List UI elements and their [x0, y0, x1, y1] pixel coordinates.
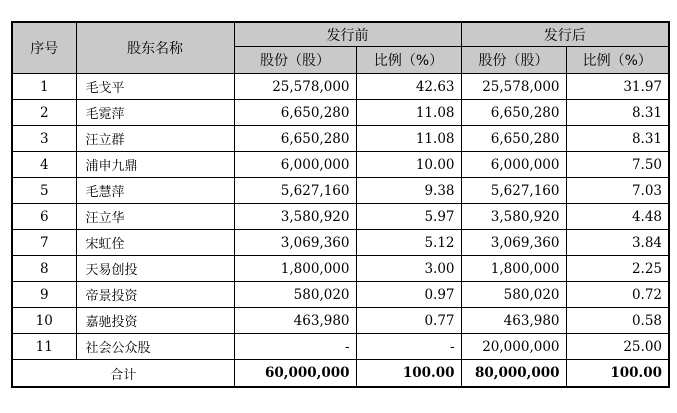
row-after-ratio: 8.31 [566, 126, 669, 152]
table-body [12, 74, 669, 388]
row-seq: 10 [12, 308, 76, 334]
row-after-shares: 25,578,000 [461, 74, 566, 100]
row-before-ratio: 11.08 [356, 126, 461, 152]
row-seq: 9 [12, 282, 76, 308]
header-after-shares: 股份（股） [461, 47, 566, 74]
row-after-shares: 3,069,360 [461, 230, 566, 256]
row-after-ratio: 31.97 [566, 74, 669, 100]
row-after-ratio: 0.72 [566, 282, 669, 308]
row-before-ratio: 0.77 [356, 308, 461, 334]
row-before-ratio: 0.97 [356, 282, 461, 308]
row-after-ratio: 2.25 [566, 256, 669, 282]
row-before-shares: 3,069,360 [234, 230, 356, 256]
table-row [12, 230, 669, 256]
row-shareholder-name: 毛霓萍 [76, 100, 234, 126]
row-after-ratio: 25.00 [566, 334, 669, 360]
row-after-shares: 6,000,000 [461, 152, 566, 178]
row-before-shares: 1,800,000 [234, 256, 356, 282]
header-before-shares: 股份（股） [234, 47, 356, 74]
row-shareholder-name: 社会公众股 [76, 334, 234, 360]
header-after-issue: 发行后 [461, 22, 669, 47]
row-after-shares: 20,000,000 [461, 334, 566, 360]
row-before-ratio: 3.00 [356, 256, 461, 282]
table-row [12, 256, 669, 282]
table-row [12, 204, 669, 230]
total-before-shares: 60,000,000 [234, 360, 356, 388]
row-shareholder-name: 毛戈平 [76, 74, 234, 100]
row-seq: 5 [12, 178, 76, 204]
row-seq: 4 [12, 152, 76, 178]
row-before-shares: - [234, 334, 356, 360]
table-row [12, 308, 669, 334]
row-after-shares: 463,980 [461, 308, 566, 334]
row-before-shares: 580,020 [234, 282, 356, 308]
table-row [12, 126, 669, 152]
total-label: 合计 [12, 360, 234, 388]
row-shareholder-name: 天易创投 [76, 256, 234, 282]
row-shareholder-name: 毛慧萍 [76, 178, 234, 204]
row-after-shares: 6,650,280 [461, 126, 566, 152]
table-header [12, 22, 669, 74]
row-after-shares: 5,627,160 [461, 178, 566, 204]
row-before-shares: 6,650,280 [234, 126, 356, 152]
row-after-shares: 1,800,000 [461, 256, 566, 282]
row-after-ratio: 8.31 [566, 100, 669, 126]
header-seq: 序号 [12, 22, 76, 74]
row-before-ratio: 9.38 [356, 178, 461, 204]
row-after-shares: 6,650,280 [461, 100, 566, 126]
row-shareholder-name: 嘉驰投资 [76, 308, 234, 334]
row-before-shares: 25,578,000 [234, 74, 356, 100]
total-after-shares: 80,000,000 [461, 360, 566, 388]
header-before-issue: 发行前 [234, 22, 461, 47]
row-after-ratio: 3.84 [566, 230, 669, 256]
header-after-ratio: 比例（%） [566, 47, 669, 74]
row-before-shares: 3,580,920 [234, 204, 356, 230]
row-seq: 3 [12, 126, 76, 152]
table-row [12, 282, 669, 308]
row-seq: 1 [12, 74, 76, 100]
row-before-shares: 6,650,280 [234, 100, 356, 126]
row-before-ratio: - [356, 334, 461, 360]
total-before-ratio: 100.00 [356, 360, 461, 388]
row-before-ratio: 11.08 [356, 100, 461, 126]
row-before-shares: 5,627,160 [234, 178, 356, 204]
row-before-ratio: 10.00 [356, 152, 461, 178]
row-shareholder-name: 汪立群 [76, 126, 234, 152]
row-after-ratio: 4.48 [566, 204, 669, 230]
row-after-shares: 3,580,920 [461, 204, 566, 230]
row-after-shares: 580,020 [461, 282, 566, 308]
row-before-ratio: 42.63 [356, 74, 461, 100]
shareholding-table [11, 21, 670, 388]
header-row-top [12, 22, 669, 47]
row-shareholder-name: 帝景投资 [76, 282, 234, 308]
row-shareholder-name: 汪立华 [76, 204, 234, 230]
table-row [12, 334, 669, 360]
shareholding-table-wrapper [11, 21, 670, 388]
row-seq: 6 [12, 204, 76, 230]
row-seq: 11 [12, 334, 76, 360]
table-row [12, 152, 669, 178]
table-row [12, 100, 669, 126]
row-after-ratio: 0.58 [566, 308, 669, 334]
total-after-ratio: 100.00 [566, 360, 669, 388]
table-row [12, 74, 669, 100]
row-seq: 8 [12, 256, 76, 282]
row-after-ratio: 7.03 [566, 178, 669, 204]
header-shareholder: 股东名称 [76, 22, 234, 74]
total-row [12, 360, 669, 388]
table-row [12, 178, 669, 204]
row-seq: 2 [12, 100, 76, 126]
row-before-ratio: 5.97 [356, 204, 461, 230]
row-seq: 7 [12, 230, 76, 256]
row-before-shares: 6,000,000 [234, 152, 356, 178]
header-before-ratio: 比例（%） [356, 47, 461, 74]
row-shareholder-name: 浦申九鼎 [76, 152, 234, 178]
row-after-ratio: 7.50 [566, 152, 669, 178]
row-shareholder-name: 宋虹佺 [76, 230, 234, 256]
row-before-shares: 463,980 [234, 308, 356, 334]
row-before-ratio: 5.12 [356, 230, 461, 256]
